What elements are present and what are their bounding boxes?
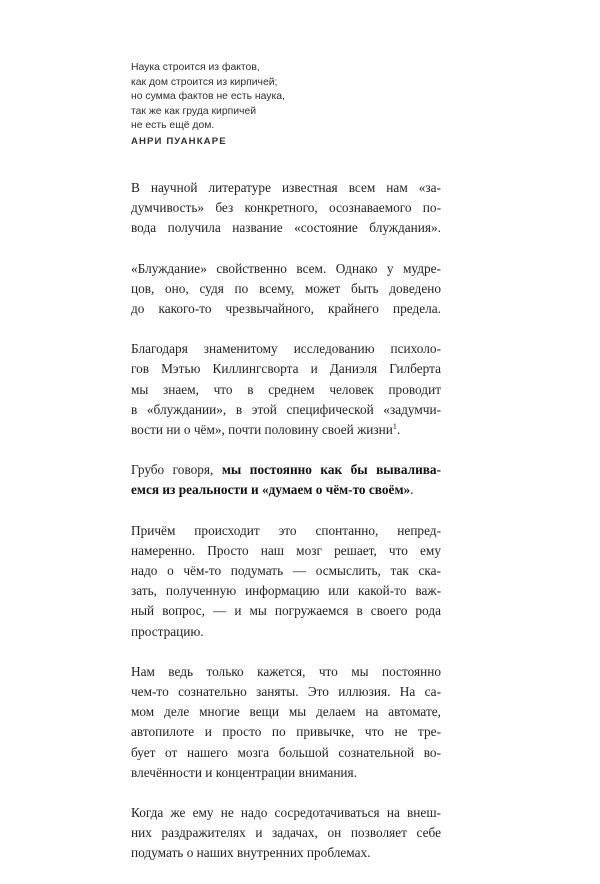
text-line: гов Мэтью Киллингсворта и Даниэля Гилберта xyxy=(131,361,441,377)
text-line: подумать о наших внутренних проблемах. xyxy=(131,845,371,861)
paragraph-4 xyxy=(131,460,441,500)
text-segment: . xyxy=(396,422,401,438)
paragraph-2 xyxy=(131,259,441,320)
text-line: зать, полученную информацию или какой-то важ- xyxy=(131,583,441,599)
text-line: прострацию. xyxy=(131,623,204,639)
text-line: Причём происходит это спонтанно, непред- xyxy=(131,522,441,538)
text-line: Благодаря знаменитому исследованию психоло- xyxy=(131,341,441,357)
text-segment: Грубо говоря, xyxy=(131,462,214,478)
text-line: влечённости и концентрации внимания. xyxy=(131,764,357,780)
paragraph-1 xyxy=(131,178,441,239)
text-line: вода получила название «состояние блуждания». xyxy=(131,220,441,236)
text-line: намеренно. Просто наш мозг решает, что ему xyxy=(131,542,441,558)
paragraph-7 xyxy=(131,803,441,864)
text-segment: . xyxy=(410,482,414,498)
text-line: до какого-то чрезвычайного, крайнего предела. xyxy=(131,301,441,317)
text-line xyxy=(131,460,441,480)
main-text xyxy=(131,178,441,884)
text-line: Нам ведь только кажется, что мы постоянно xyxy=(131,663,441,679)
text-line: думчивость» без конкретного, осознаваемого по- xyxy=(131,200,441,216)
epigraph-author: АНРИ ПУАНКАРЕ xyxy=(131,135,227,147)
text-segment: вости ни о чём», почти половину своей жизни xyxy=(131,422,393,438)
footnote-marker[interactable]: 1 xyxy=(392,422,397,432)
text-line: них раздражителях и задачах, он позволяет себе xyxy=(131,825,441,841)
paragraph-6 xyxy=(131,662,441,783)
epigraph-line: Наука строится из фактов, xyxy=(131,62,260,73)
text-line xyxy=(131,420,441,440)
epigraph-line: так же как груда кирпичей xyxy=(131,105,257,117)
text-line: автопилоте и просто по привычке, что не тре- xyxy=(131,724,441,740)
epigraph-line: как дом строится из кирпичей; xyxy=(131,76,278,88)
epigraph-line: не есть ещё дом. xyxy=(131,120,215,131)
paragraph-3 xyxy=(131,339,441,440)
text-line: «Блуждание» свойственно всем. Однако у мудре- xyxy=(131,260,441,276)
text-line: надо о чём-то подумать — осмыслить, так ска- xyxy=(131,563,441,579)
paragraph-5 xyxy=(131,521,441,642)
text-line: мом деле многие вещи мы делаем на автомате, xyxy=(131,704,441,720)
text-line xyxy=(131,480,441,500)
text-line: Когда же ему не надо сосредотачиваться на внеш- xyxy=(131,805,441,821)
text-line: ный вопрос, — и мы погружаемся в своего рода xyxy=(131,603,441,619)
epigraph xyxy=(131,61,451,149)
epigraph-line: но сумма фактов не есть наука, xyxy=(131,91,285,102)
bold-emphasis: мы постоянно как бы вывалива- xyxy=(221,462,442,478)
text-line: В научной литературе известная всем нам «за- xyxy=(131,180,441,195)
text-line: цов, оно, судя по всему, может быть доведено xyxy=(131,280,441,296)
text-line: в «блуждании», в этой специфической «задумчи- xyxy=(131,401,441,417)
bold-emphasis: емся из реальности и «думаем о чём-то своём» xyxy=(131,482,411,498)
text-line: бует от нашего мозга большой сознательной во- xyxy=(131,744,441,760)
text-line: мы знаем, что в среднем человек проводит xyxy=(131,381,441,397)
text-line: чем-то сознательно заняты. Это иллюзия. На са- xyxy=(131,684,441,700)
